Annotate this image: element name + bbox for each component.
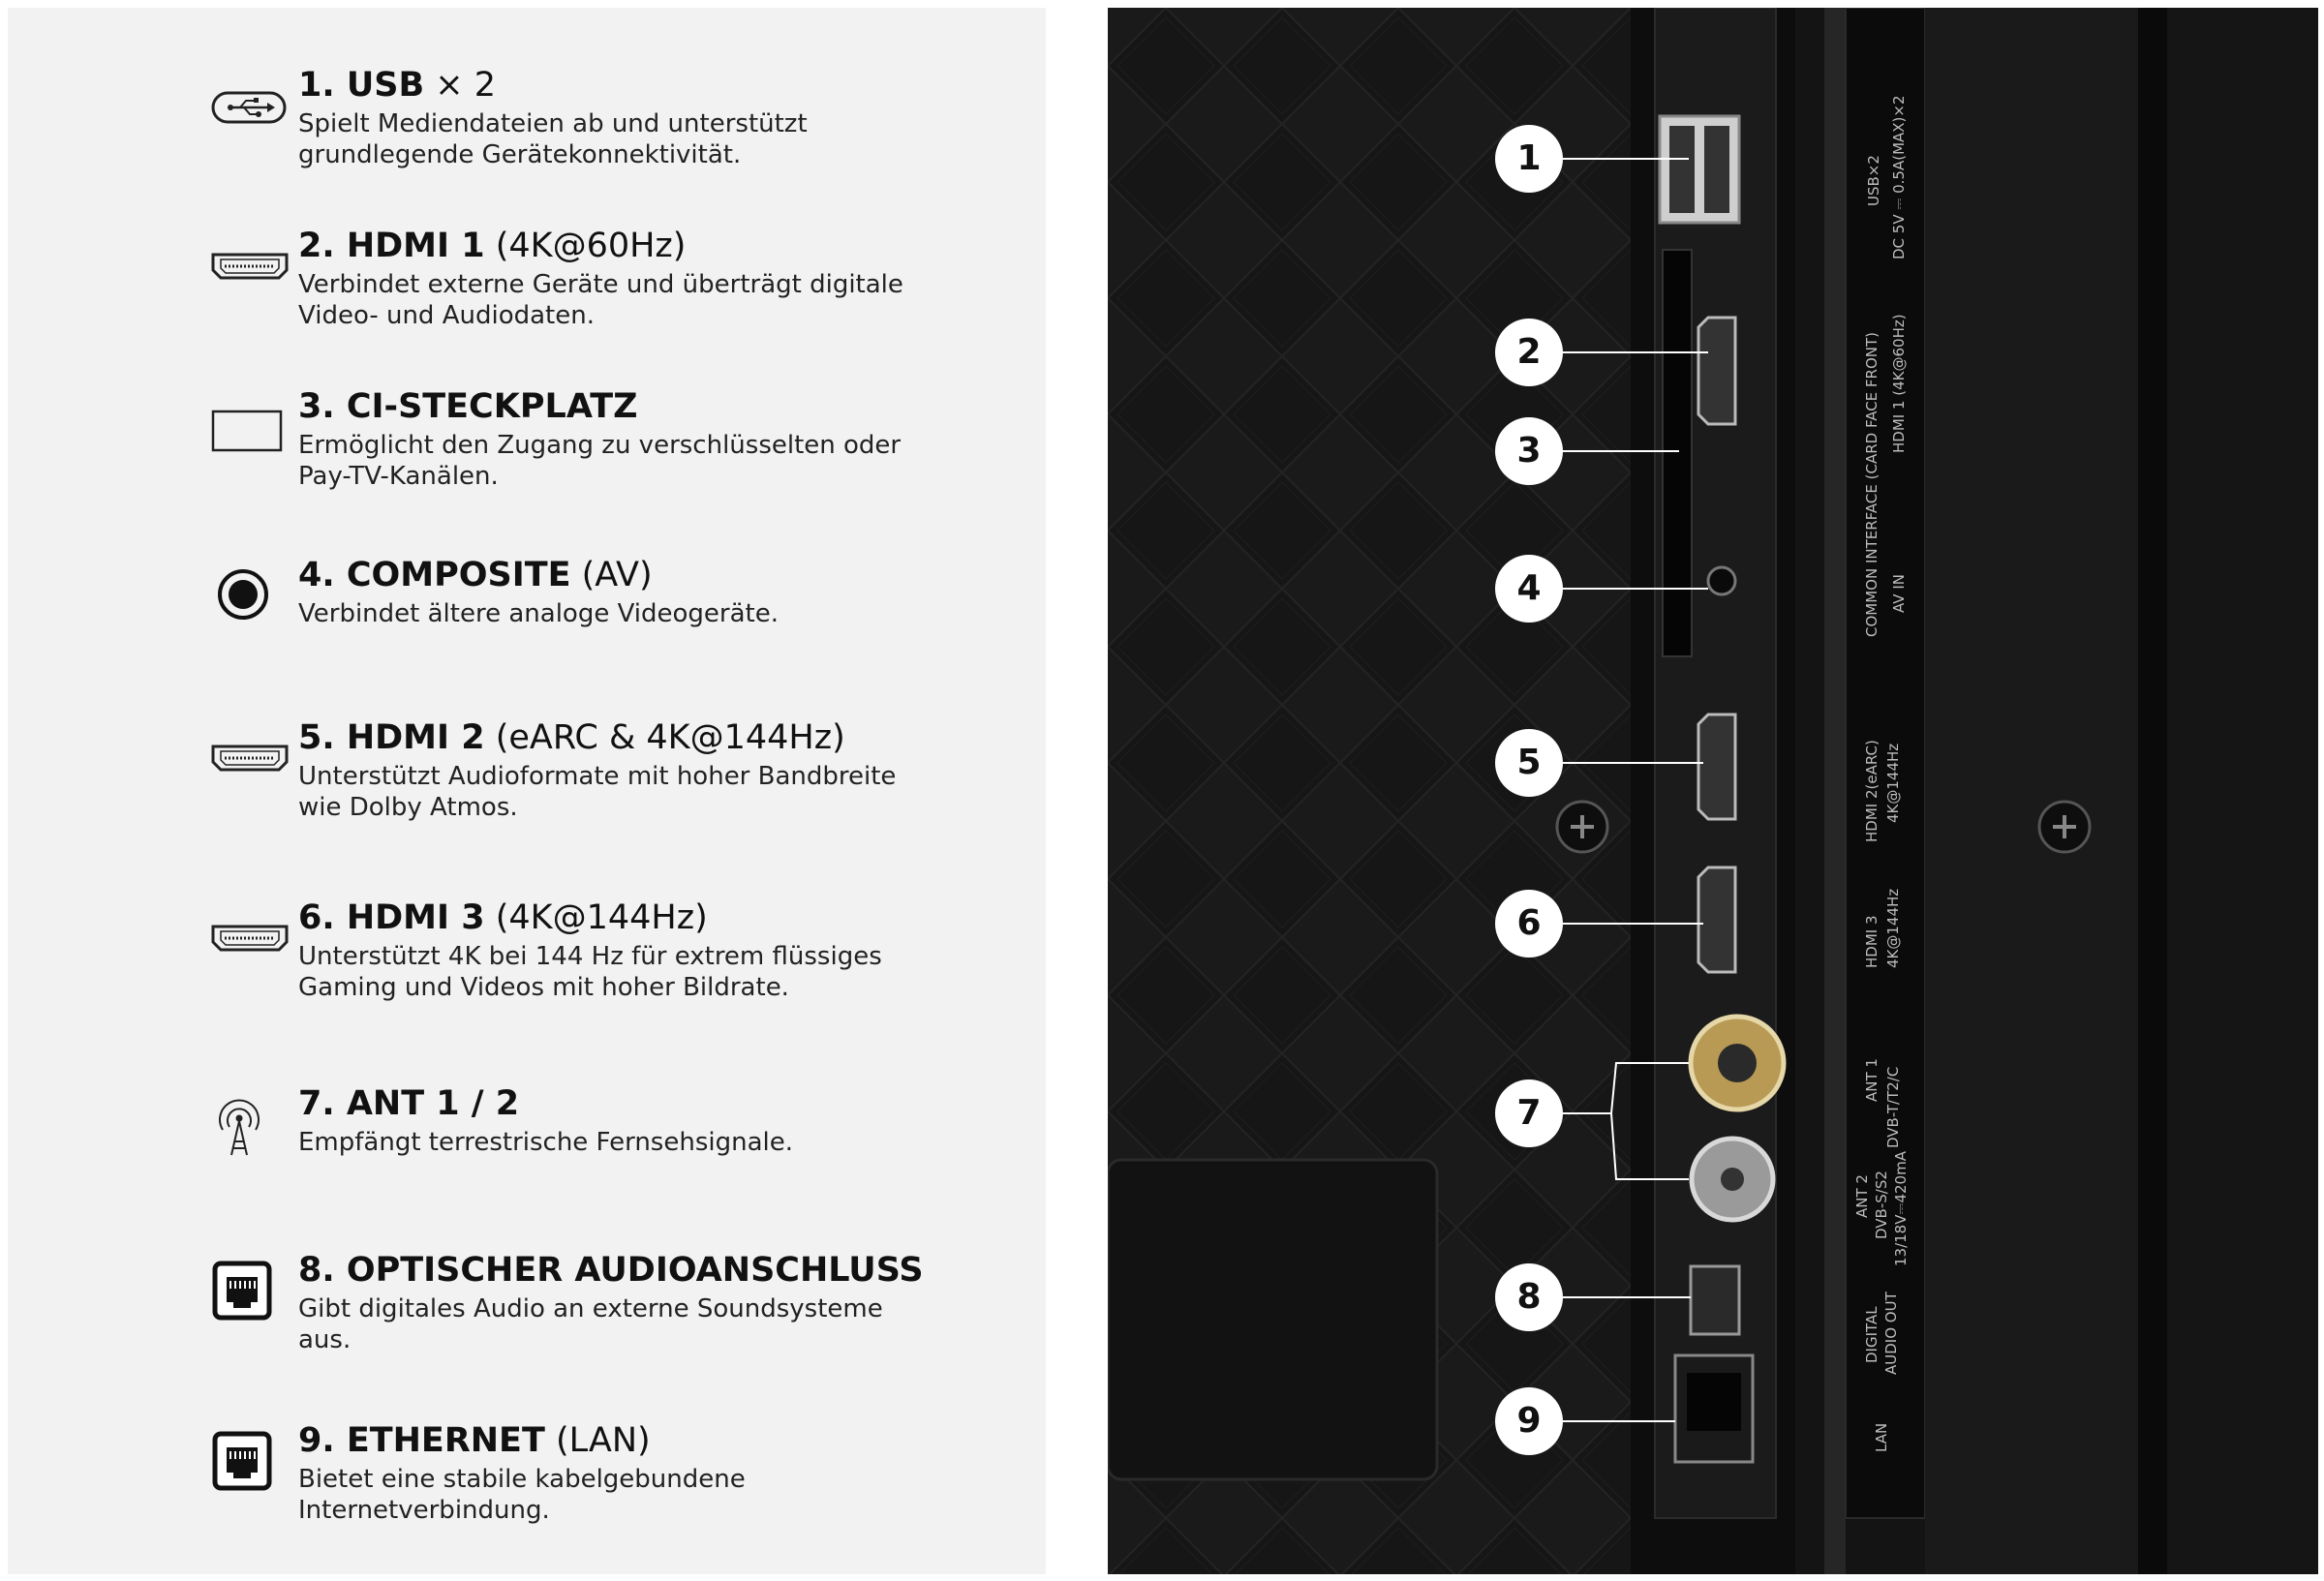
legend-item-ethernet <box>8 1423 1046 1568</box>
callout-5: 5 <box>1495 729 1563 797</box>
panel-label-ant1-sub: DVB-T/T2/C <box>1884 1066 1902 1148</box>
item-description: Empfängt terrestrische Fernsehsignale. <box>298 1128 793 1157</box>
item-title: 6. HDMI 3 (4K@144Hz) <box>298 898 708 937</box>
av-port <box>1708 567 1735 594</box>
callout-2: 2 <box>1495 319 1563 386</box>
item-description: Ermöglicht den Zugang zu verschlüsselten oder Pay-TV-Kanälen. <box>298 431 902 491</box>
panel-label-digital: DIGITAL <box>1863 1306 1881 1363</box>
callout-3: 3 <box>1495 417 1563 485</box>
optical-icon <box>201 1253 289 1330</box>
hdmi-icon <box>201 728 289 796</box>
panel-label-usb-power: DC 5V ⎓ 0.5A(MAX)×2 <box>1890 95 1908 259</box>
panel-label-hdmi2-sub: 4K@144Hz <box>1884 743 1902 823</box>
item-title: 3. CI-STECKPLATZ <box>298 387 638 426</box>
panel-label-ant2-power: 13/18V⎓420mA <box>1892 1151 1910 1266</box>
panel-label-hdmi2: HDMI 2(eARC) <box>1863 740 1881 842</box>
legend-item-ci-slot <box>8 389 1046 534</box>
connector-legend-panel <box>8 8 1046 1574</box>
hdmi3-port <box>1698 867 1735 972</box>
legend-item-hdmi1 <box>8 228 1046 374</box>
hdmi-icon <box>201 236 289 304</box>
panel-label-lan: LAN <box>1873 1422 1890 1452</box>
callout-7: 7 <box>1495 1079 1563 1147</box>
panel-label-ant2: ANT 2 <box>1853 1174 1871 1218</box>
item-description: Gibt digitales Audio an externe Soundsysteme aus. <box>298 1294 883 1354</box>
ethernet-icon <box>201 1423 289 1501</box>
item-title: 5. HDMI 2 (eARC & 4K@144Hz) <box>298 718 845 757</box>
legend-item-hdmi3 <box>8 900 1046 1046</box>
item-description: Spielt Mediendateien ab und unterstützt grundlegende Gerätekonnektivität. <box>298 109 808 169</box>
panel-label-ant2-sub: DVB-S/S2 <box>1873 1171 1890 1239</box>
item-title: 1. USB × 2 <box>298 66 496 105</box>
callout-6: 6 <box>1495 890 1563 958</box>
callout-1: 1 <box>1495 125 1563 193</box>
item-description: Bietet eine stabile kabelgebundene Internetverbindung. <box>298 1465 746 1525</box>
legend-item-composite <box>8 558 1046 703</box>
panel-label-hdmi3-sub: 4K@144Hz <box>1884 888 1902 968</box>
panel-label-ant1: ANT 1 <box>1863 1058 1881 1102</box>
panel-label-common-interface: COMMON INTERFACE (CARD FACE FRONT) <box>1863 331 1881 637</box>
item-title: 9. ETHERNET (LAN) <box>298 1421 651 1460</box>
hdmi2-port <box>1698 714 1735 819</box>
antenna-icon <box>201 1086 289 1164</box>
item-title: 7. ANT 1 / 2 <box>298 1084 520 1123</box>
tv-back-illustration <box>1108 8 2318 1574</box>
composite-icon <box>201 565 289 633</box>
panel-label-hdmi3: HDMI 3 <box>1863 915 1881 968</box>
item-description: Verbindet ältere analoge Videogeräte. <box>298 599 780 628</box>
legend-item-optical <box>8 1253 1046 1398</box>
usb-icon <box>201 76 289 143</box>
legend-item-hdmi2 <box>8 720 1046 866</box>
back-cover-recess <box>1108 1160 1437 1479</box>
item-title: 8. OPTISCHER AUDIOANSCHLUSS <box>298 1251 924 1290</box>
callout-9: 9 <box>1495 1387 1563 1455</box>
item-description: Verbindet externe Geräte und überträgt digitale Video- und Audiodaten. <box>298 270 903 330</box>
callout-8: 8 <box>1495 1263 1563 1331</box>
panel-label-audio-out: AUDIO OUT <box>1882 1292 1900 1375</box>
item-description: Unterstützt 4K bei 144 Hz für extrem flüssiges Gaming und Videos mit hoher Bildrate. <box>298 942 882 1002</box>
item-description: Unterstützt Audioformate mit hoher Bandbreite wie Dolby Atmos. <box>298 762 897 822</box>
item-title: 2. HDMI 1 (4K@60Hz) <box>298 227 687 265</box>
hdmi1-port <box>1698 318 1735 424</box>
panel-label-av-in: AV IN <box>1890 574 1908 613</box>
callout-4: 4 <box>1495 555 1563 623</box>
tv-back-panel-photo <box>1108 8 2318 1574</box>
hdmi-icon <box>201 908 289 976</box>
ci-slot-icon <box>201 397 289 465</box>
panel-label-usb: USB×2 <box>1865 155 1882 206</box>
item-title: 4. COMPOSITE (AV) <box>298 556 653 594</box>
legend-item-antenna <box>8 1086 1046 1231</box>
panel-label-hdmi1: HDMI 1 (4K@60Hz) <box>1890 314 1908 453</box>
ci-slot <box>1663 250 1692 656</box>
optical-port <box>1691 1266 1739 1334</box>
legend-item-usb <box>8 68 1046 213</box>
